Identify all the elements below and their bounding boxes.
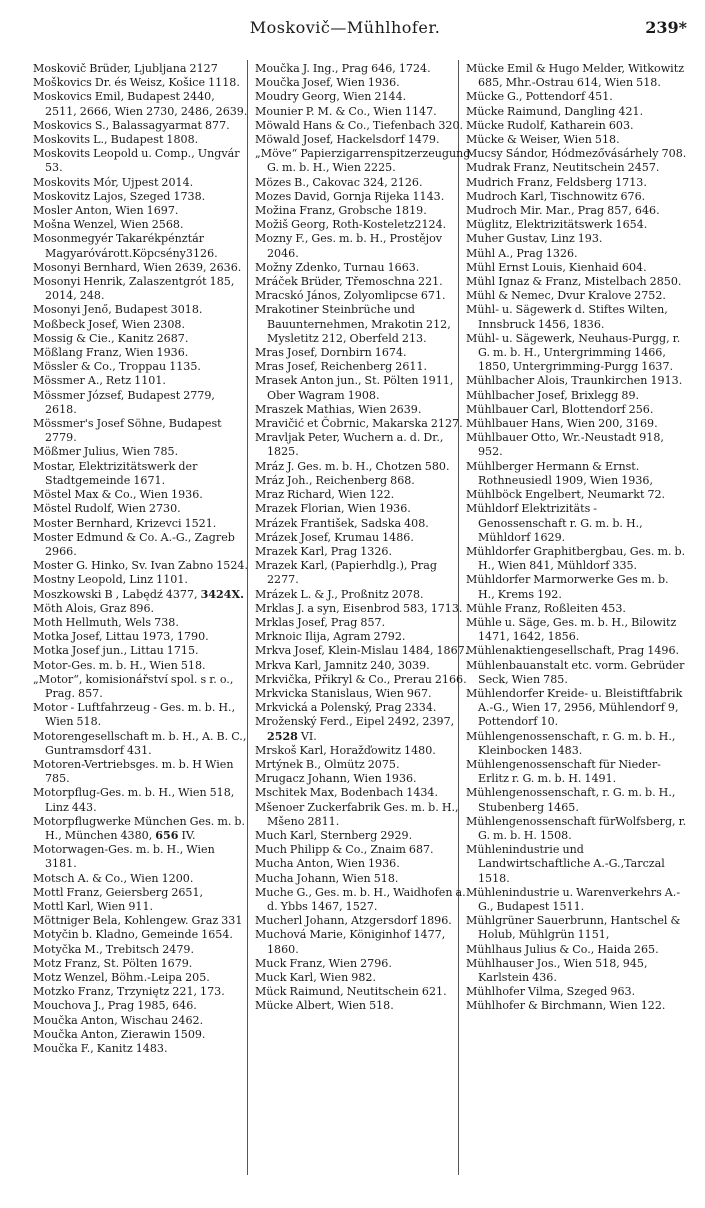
directory-entry: Moskovits Mór, Ujpest 2014. [33, 175, 194, 189]
directory-entry: Mücke & Weiser, Wien 518. [466, 133, 620, 147]
directory-entry: Moskovics Emil, Budapest 2440, 2511, 2666, Wien 2730, 2486, 2639. [33, 90, 248, 118]
directory-entry: Mraszek Mathias, Wien 2639. [255, 402, 422, 416]
directory-entry: Möth Alois, Graz 896. [33, 601, 155, 615]
directory-entry: Motorwagen-Ges. m. b. H., Wien 3181. [33, 843, 215, 871]
directory-entry: Mrázek L. & J., Proßnitz 2078. [255, 587, 424, 601]
directory-entry: Mühlgrüner Sauerbrunn, Hantschel & Holub, Mühlgrün 1151, [466, 914, 681, 942]
directory-entry: Mühlengenossenschaft, r. G. m. b. H., Kleinbocken 1483. [466, 729, 676, 757]
directory-entry: Möstel Rudolf, Wien 2730. [33, 502, 181, 516]
directory-entry: Motz Wenzel, Böhm.-Leipa 205. [33, 971, 210, 984]
directory-entry: Moudry Georg, Wien 2144. [255, 90, 407, 104]
directory-entry: Mühlengenossenschaft, r. G. m. b. H., Stubenberg 1465. [466, 786, 676, 814]
page-title: Moskovič—Mühlhofer. [249, 18, 441, 37]
directory-entry: Mroženský Ferd., Eipel 2492, 2397, 2528 VI. [255, 715, 455, 743]
directory-entry: Mühlendorfer Kreide- u. Bleistiftfabrik A.-G., Wien 17, 2956, Mühlendorf 9, Pottendorf 10. [466, 686, 683, 729]
directory-entry: Mrklas J. a syn, Eisenbrod 583, 1713. [255, 601, 463, 615]
directory-entry: Moßbeck Josef, Wien 2308. [33, 317, 185, 331]
directory-entry: Mrknoic Ilija, Agram 2792. [255, 630, 406, 644]
directory-entry: Motz Franz, St. Pölten 1679. [33, 956, 193, 970]
directory-entry: Mühlenaktiengesellschaft, Prag 1496. [466, 644, 680, 658]
directory-entry: Mrklas Josef, Prag 857. [255, 615, 386, 629]
directory-entry: Mühlbauer Otto, Wr.-Neustadt 918, 952. [466, 431, 664, 459]
directory-entry: Motka Josef, Littau 1973, 1790. [33, 630, 209, 644]
directory-entry: Mráček Brüder, Třemoschna 221. [255, 275, 443, 289]
directory-entry: Moszkowski B , Labędź 4377, 3424X. [33, 587, 244, 601]
directory-entry: Mravljak Peter, Wuchern a. d. Dr., 1825. [255, 431, 444, 459]
directory-entry: Mrazek Florian, Wien 1936. [255, 502, 411, 516]
directory-entry: Moučka F., Kanitz 1483. [33, 1042, 168, 1056]
directory-entry: Möwald Hans & Co., Tiefenbach 320. [255, 118, 464, 132]
directory-entry: Muck Franz, Wien 2796. [255, 956, 392, 970]
directory-entry: Motyčka M., Trebitsch 2479. [33, 942, 194, 956]
directory-entry: Mostar, Elektrizitätswerk der Stadtgemeinde 1671. [33, 459, 198, 487]
directory-entry: Moskovitz Lajos, Szeged 1738. [33, 189, 206, 203]
directory-entry: Mühle u. Säge, Ges. m. b. H., Bilowitz 1471, 1642, 1856. [466, 615, 677, 644]
directory-entry: Motzko Franz, Trzyniętz 221, 173. [33, 985, 225, 999]
directory-entry: Mühlenindustrie und Landwirtschaftliche A.-G.,Tarczal 1518. [466, 843, 665, 885]
directory-entry: Mrugacz Johann, Wien 1936. [255, 772, 417, 786]
directory-entry: Moškovics Dr. és Weisz, Košice 1118. [33, 76, 240, 90]
directory-entry: Motka Josef jun., Littau 1715. [33, 644, 199, 658]
directory-entry: Mühlberger Hermann & Ernst. Rothneusiedl 1909, Wien 1936, [466, 459, 654, 487]
directory-entry: Mrkvicka Stanislaus, Wien 967. [255, 686, 432, 700]
directory-entry: Much Philipp & Co., Znaim 687. [255, 843, 434, 857]
directory-entry: Mráz Joh., Reichenberg 868. [255, 473, 415, 487]
directory-entry: Mück Raimund, Neutitschein 621. [255, 985, 447, 999]
directory-entry: Mucha Johann, Wien 518. [255, 871, 399, 885]
directory-entry: Moskovič Brüder, Ljubljana 2127 [33, 62, 218, 75]
directory-entry: Muche G., Ges. m. b. H., Waidhofen a. d. Ybbs 1467, 1527. [255, 885, 466, 913]
directory-entry: Možina Franz, Grobsche 1819. [255, 204, 427, 218]
directory-entry: Mühl & Nemec, Dvur Kralove 2752. [466, 289, 666, 303]
directory-entry: Mudrich Franz, Feldsberg 1713. [466, 175, 647, 189]
directory-entry: Mössmer's Josef Söhne, Budapest 2779. [33, 417, 222, 445]
page-number: 239* [645, 18, 687, 37]
directory-entry: Mracskó János, Zolyomlipcse 671. [255, 289, 446, 303]
directory-entry: Mühl Ernst Louis, Kienhaid 604. [466, 260, 647, 274]
directory-entry: Mrkva Josef, Klein-Mislau 1484, 1867. [255, 644, 469, 658]
directory-entry: Mosonyi Jenő, Budapest 3018. [33, 303, 203, 317]
directory-entry: Mudroch Karl, Tischnowitz 676. [466, 189, 646, 203]
directory-entry: Mosonmegyér Takarékpénztár Magyaróvárott.Köpcsény3126. [33, 232, 218, 260]
directory-entry: Mottl Franz, Geiersberg 2651, [33, 885, 204, 899]
directory-entry: Motorpflugwerke München Ges. m. b. H., München 4380, 656 IV. [33, 814, 246, 842]
directory-entry: Mozny F., Ges. m. b. H., Prostějov 2046. [255, 232, 443, 260]
directory-entry: Moučka Josef, Wien 1936. [255, 76, 400, 90]
directory-entry: Možny Zdenko, Turnau 1663. [255, 260, 420, 274]
directory-entry: Mottl Karl, Wien 911. [33, 899, 154, 913]
directory-entry: Mucha Anton, Wien 1936. [255, 857, 400, 871]
directory-entry: Mühlenindustrie u. Warenverkehrs A.-G., Budapest 1511. [466, 885, 681, 913]
directory-entry: Mößmer Julius, Wien 785. [33, 445, 179, 459]
directory-entry: Mühl Ignaz & Franz, Mistelbach 2850. [466, 275, 682, 289]
directory-entry: Mössmer József, Budapest 2779, 2618. [33, 388, 215, 416]
directory-entry: Moskovics S., Balassagyarmat 877. [33, 118, 230, 132]
directory-entry: Moster Bernhard, Krizevci 1521. [33, 516, 217, 530]
directory-entry: Möwald Josef, Hackelsdorf 1479. [255, 133, 440, 147]
directory-entry: Motyčin b. Kladno, Gemeinde 1654. [33, 928, 233, 942]
directory-entry: Möstel Max & Co., Wien 1936. [33, 488, 203, 502]
directory-entry: Mrakotiner Steinbrüche und Bauunternehmen, Mrakotin 212, Mysletitz 212, Oberfeld 213. [255, 303, 451, 345]
column-2 [255, 62, 471, 1014]
directory-entry: „Möve“ Papierzigarrenspitzerzeugung G. m. b. H., Wien 2225. [255, 147, 471, 175]
directory-entry: Mrázek František, Sadska 408. [255, 516, 429, 530]
directory-entry: Mrskoš Karl, Horažďowitz 1480. [255, 743, 436, 757]
directory-entry: Mschitek Max, Bodenbach 1434. [255, 786, 439, 800]
directory-entry: Mühle Franz, Roßleiten 453. [466, 601, 626, 615]
directory-entry: Mossig & Cie., Kanitz 2687. [33, 331, 189, 345]
directory-entry: Moster Edmund & Co. A.-G., Zagreb 2966. [33, 530, 235, 558]
directory-entry: Mouchova J., Prag 1985, 646. [33, 999, 197, 1013]
directory-entry: Mühlbauer Carl, Blottendorf 256. [466, 402, 654, 416]
column-3 [466, 62, 688, 1014]
directory-entry: Mühl- u. Sägewerk, Neuhaus-Purgg, r. G. m. b. H., Untergrimming 1466, 1850, Untergrimming-Purgg 1637. [466, 331, 681, 374]
directory-entry: Mrasek Anton jun., St. Pölten 1911, Ober Wagram 1908. [255, 374, 454, 402]
directory-entry: Mrazek Karl, Prag 1326. [255, 544, 393, 558]
directory-entry: Mühlhauser Jos., Wien 518, 945, Karlstein 436. [466, 956, 648, 984]
directory-entry: Mößlang Franz, Wien 1936. [33, 346, 189, 360]
directory-entry: Mühlengenossenschaft für Nieder-Erlitz r. G. m. b. H. 1491. [466, 757, 661, 786]
directory-entry: Moučka Anton, Wischau 2462. [33, 1013, 204, 1027]
directory-entry: Mücke Albert, Wien 518. [255, 999, 394, 1013]
directory-entry: Mühldorfer Graphitbergbau, Ges. m. b. H., Wien 841, Mühldorf 335. [466, 544, 686, 573]
directory-entry: Mrtýnek B., Olmütz 2075. [255, 757, 400, 771]
directory-entry: Mössler & Co., Troppau 1135. [33, 360, 201, 374]
directory-entry: Muchová Marie, Königinhof 1477, 1860. [255, 928, 446, 956]
directory-entry: Mounier P. M. & Co., Wien 1147. [255, 104, 437, 118]
column-1 [33, 62, 249, 1056]
directory-entry: Mráz J. Ges. m. b. H., Chotzen 580. [255, 459, 450, 473]
directory-entry: Mrázek Josef, Krumau 1486. [255, 530, 414, 544]
directory-entry: Möttniger Bela, Kohlengew. Graz 331 [33, 914, 243, 928]
directory-entry: Mras Josef, Reichenberg 2611. [255, 360, 428, 374]
directory-entry: Mrkva Karl, Jamnitz 240, 3039. [255, 658, 430, 672]
directory-entry: Mrazek Karl, (Papierhdlg.), Prag 2277. [255, 559, 437, 587]
directory-entry: Mücke G., Pottendorf 451. [466, 90, 613, 104]
directory-entry: Mücke Emil & Hugo Melder, Witkowitz 685, Mhr.-Ostrau 614, Wien 518. [466, 62, 685, 90]
directory-entry: Moskovits Leopold u. Comp., Ungvár 53. [33, 147, 240, 175]
directory-entry: Možiš Georg, Roth-Kosteletz2124. [255, 218, 447, 232]
running-header [0, 14, 705, 44]
directory-entry: Mucherl Johann, Atzgersdorf 1896. [255, 914, 452, 928]
directory-entry: Muck Karl, Wien 982. [255, 971, 376, 984]
directory-entry: Mühldorfer Marmorwerke Ges m. b. H., Krems 192. [466, 573, 669, 601]
directory-entry: Moučka Anton, Zierawin 1509. [33, 1027, 206, 1041]
directory-entry: Mošna Wenzel, Wien 2568. [33, 218, 184, 232]
directory-entry: Mühlengenossenschaft fürWolfsberg, r. G. m. b. H. 1508. [466, 814, 687, 842]
directory-entry: Mühlbauer Hans, Wien 200, 3169. [466, 417, 658, 431]
directory-entry: Mühlenbauanstalt etc. vorm. Gebrüder Seck, Wien 785. [466, 658, 685, 686]
directory-entry: Mühlhofer & Birchmann, Wien 122. [466, 999, 666, 1013]
directory-entry: Moskovits L., Budapest 1808. [33, 133, 199, 147]
directory-entry: Moučka J. Ing., Prag 646, 1724. [255, 62, 431, 75]
directory-entry: Mosler Anton, Wien 1697. [33, 204, 179, 218]
directory-entry: Mrkvická a Polenský, Prag 2334. [255, 701, 437, 715]
directory-entry: Mostny Leopold, Linz 1101. [33, 573, 188, 587]
directory-entry: Motor-Ges. m. b. H., Wien 518. [33, 658, 206, 672]
directory-entry: Mühlhofer Vilma, Szeged 963. [466, 985, 636, 999]
directory-entry: Mühlböck Engelbert, Neumarkt 72. [466, 488, 666, 502]
directory-entry: Moth Hellmuth, Wels 738. [33, 615, 179, 629]
directory-entry: Müglitz, Elektrizitätswerk 1654. [466, 218, 648, 232]
directory-entry: Mraz Richard, Wien 122. [255, 488, 395, 502]
directory-entry: Moster G. Hinko, Sv. Ivan Zabno 1524. [33, 559, 248, 573]
directory-entry: Motorpflug-Ges. m. b. H., Wien 518, Linz 443. [33, 786, 235, 814]
directory-entry: Mühl A., Prag 1326. [466, 246, 578, 260]
directory-entry: Motorengesellschaft m. b. H., A. B. C., Guntramsdorf 431. [33, 729, 247, 757]
directory-entry: Motor - Luftfahrzeug - Ges. m. b. H., Wien 518. [33, 701, 236, 729]
directory-entry: Motsch A. & Co., Wien 1200. [33, 871, 194, 885]
directory-entry: Mudroch Mir. Mar., Prag 857, 646. [466, 204, 660, 218]
directory-entry: Mücke Rudolf, Katharein 603. [466, 118, 634, 132]
directory-entry: Motoren-Vertriebsges. m. b. H Wien 785. [33, 757, 234, 786]
directory-entry: Mrkvička, Přikryl & Co., Prerau 2166. [255, 672, 467, 686]
directory-entry: Mühl- u. Sägewerk d. Stiftes Wilten, Innsbruck 1456, 1836. [466, 303, 668, 331]
directory-entry: Mudrak Franz, Neutitschein 2457. [466, 161, 660, 175]
directory-entry: Mücke Raimund, Dangling 421. [466, 104, 644, 118]
directory-entry: Mosonyi Bernhard, Wien 2639, 2636. [33, 260, 242, 274]
directory-entry: Muher Gustav, Linz 193. [466, 232, 603, 246]
directory-entry: Mras Josef, Dornbirn 1674. [255, 346, 407, 360]
directory-entry: Much Karl, Sternberg 2929. [255, 828, 413, 842]
directory-entry: Mözes B., Cakovac 324, 2126. [255, 175, 423, 189]
directory-entry: Mühlbacher Alois, Traunkirchen 1913. [466, 374, 683, 388]
directory-entry: Mšenoer Zuckerfabrik Ges. m. b. H., Mšeno 2811. [255, 800, 459, 828]
directory-entry: Mühlbacher Josef, Brixlegg 89. [466, 388, 640, 402]
directory-entry: Mössmer A., Retz 1101. [33, 374, 166, 388]
directory-entry: Mozes David, Gornja Rijeka 1143. [255, 189, 445, 203]
directory-entry: Mühldorf Elektrizitäts - Genossenschaft r. G. m. b. H., Mühldorf 1629. [466, 502, 643, 544]
directory-entry: Mucsy Sándor, Hódmezővásárhely 708. [466, 147, 687, 161]
directory-entry: Mühlhaus Julius & Co., Haida 265. [466, 942, 659, 956]
directory-entry: Mravičić et Čobrnic, Makarska 2127. [255, 417, 463, 431]
directory-entry: Mosonyi Henrik, Zalaszentgrót 185, 2014, 248. [33, 275, 235, 303]
directory-entry: „Motor“, komisionářství spol. s r. o., Prag. 857. [33, 672, 234, 700]
